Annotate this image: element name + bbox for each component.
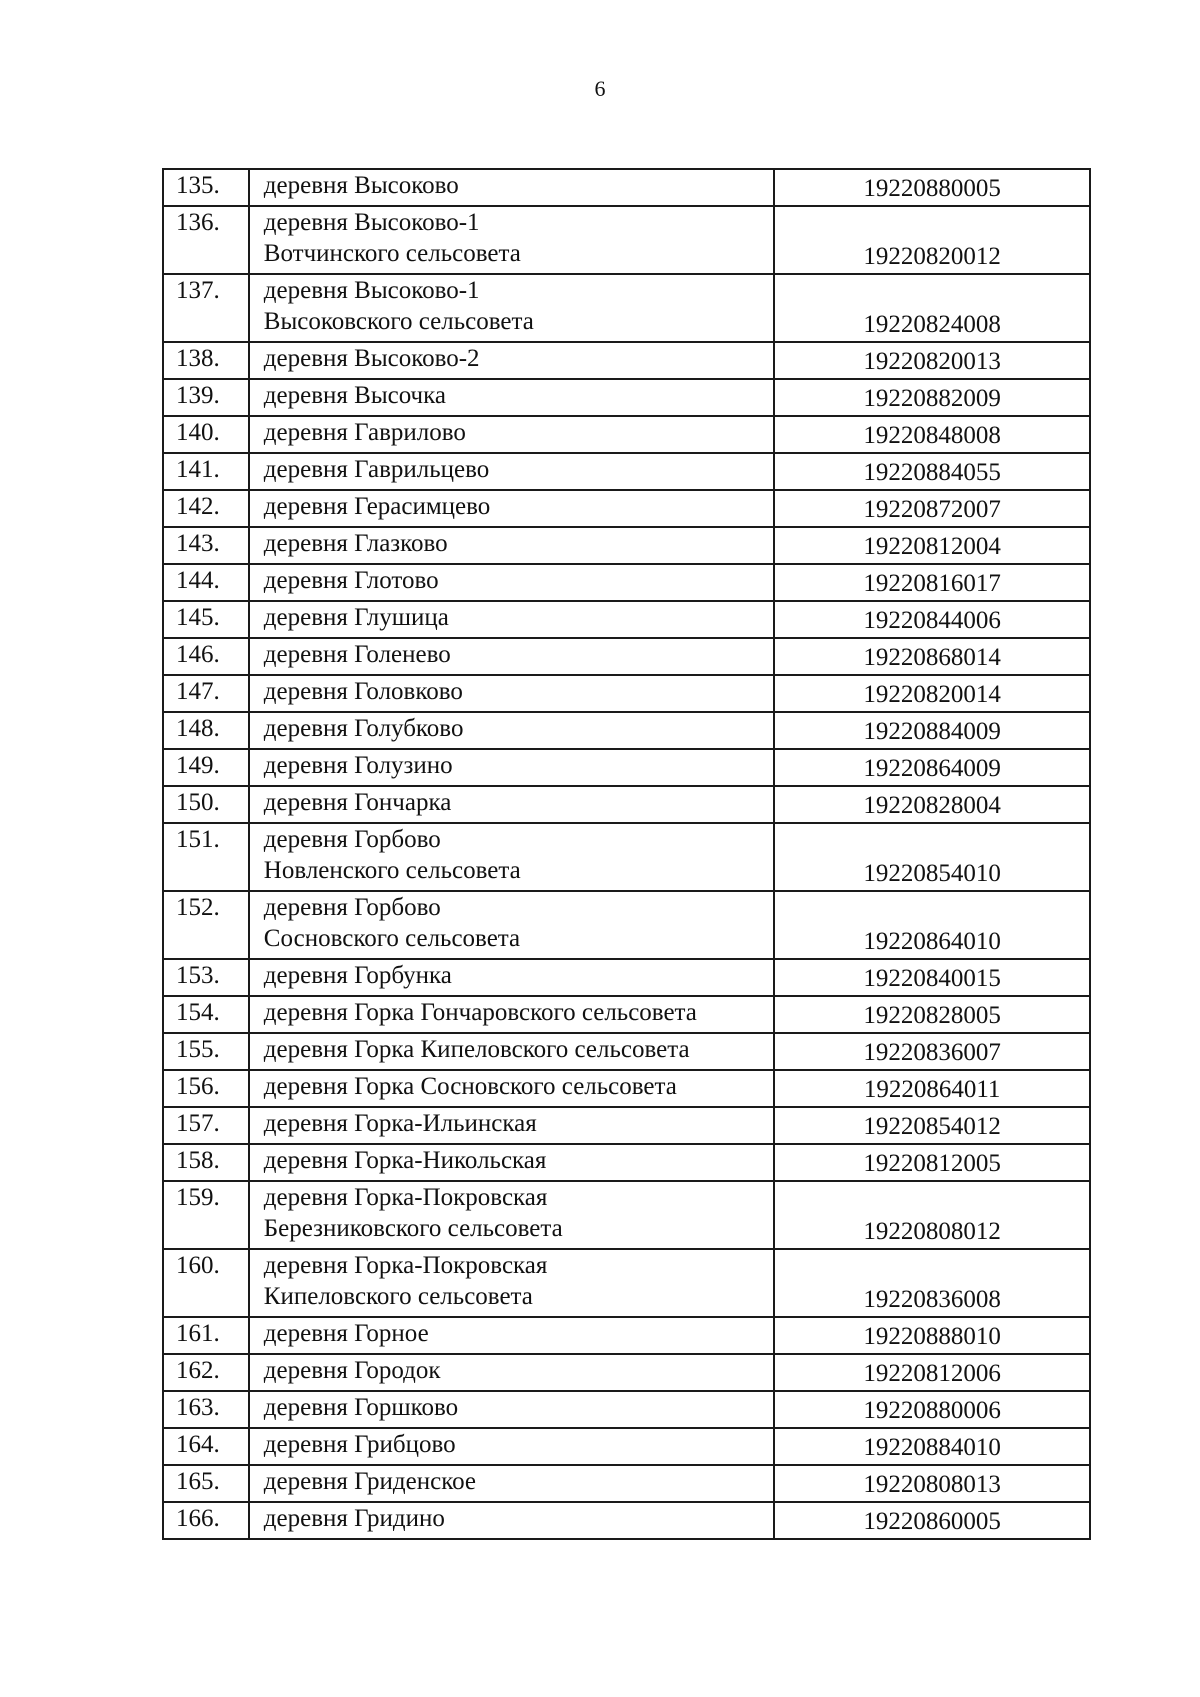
- table-row: [163, 675, 1090, 712]
- settlement-name: [249, 169, 774, 206]
- table-row: [163, 527, 1090, 564]
- settlements-table: [162, 168, 1091, 1540]
- settlement-name-line: деревня Горбово: [263, 826, 441, 853]
- oktmo-code: 19220812006: [774, 1354, 1090, 1391]
- table-body: [163, 169, 1090, 1539]
- table-row: [163, 959, 1090, 996]
- row-number: 141.: [163, 453, 249, 490]
- settlement-name: [249, 823, 774, 891]
- settlement-name-line: деревня Горка-Никольская: [263, 1147, 547, 1174]
- oktmo-code: 19220836007: [774, 1033, 1090, 1070]
- settlement-name-line: деревня Головково: [263, 678, 463, 705]
- oktmo-code: 19220854010: [774, 823, 1090, 891]
- table-row: [163, 169, 1090, 206]
- settlement-name-line: деревня Горшково: [263, 1394, 459, 1421]
- table-row: [163, 1502, 1090, 1539]
- table-row: [163, 786, 1090, 823]
- row-number: 163.: [163, 1391, 249, 1428]
- settlement-name-line: деревня Горбунка: [263, 962, 452, 989]
- settlement-name-line: деревня Горка-Покровская: [263, 1252, 548, 1279]
- row-number: 159.: [163, 1181, 249, 1249]
- settlement-name-line: Кипеловского сельсовета: [263, 1283, 533, 1310]
- row-number: 156.: [163, 1070, 249, 1107]
- row-number: 155.: [163, 1033, 249, 1070]
- settlement-name: [249, 1033, 774, 1070]
- settlement-name: [249, 1107, 774, 1144]
- row-number: 162.: [163, 1354, 249, 1391]
- settlement-name-line: деревня Горбово: [263, 894, 441, 921]
- table-row: [163, 490, 1090, 527]
- oktmo-code: 19220824008: [774, 274, 1090, 342]
- settlement-name-line: деревня Гриденское: [263, 1468, 476, 1495]
- row-number: 139.: [163, 379, 249, 416]
- settlement-name-line: деревня Герасимцево: [263, 493, 491, 520]
- settlement-name: [249, 891, 774, 959]
- row-number: 166.: [163, 1502, 249, 1539]
- table-row: [163, 379, 1090, 416]
- oktmo-code: 19220880005: [774, 169, 1090, 206]
- oktmo-code: 19220880006: [774, 1391, 1090, 1428]
- row-number: 147.: [163, 675, 249, 712]
- table-row: [163, 1181, 1090, 1249]
- oktmo-code: 19220864009: [774, 749, 1090, 786]
- settlement-name-line: деревня Глазково: [263, 530, 448, 557]
- table-row: [163, 1070, 1090, 1107]
- oktmo-code: 19220860005: [774, 1502, 1090, 1539]
- oktmo-code: 19220820013: [774, 342, 1090, 379]
- oktmo-code: 19220828004: [774, 786, 1090, 823]
- row-number: 161.: [163, 1317, 249, 1354]
- table-row: [163, 996, 1090, 1033]
- row-number: 148.: [163, 712, 249, 749]
- settlement-name: [249, 1181, 774, 1249]
- settlement-name-line: деревня Горка-Покровская: [263, 1184, 548, 1211]
- oktmo-code: 19220836008: [774, 1249, 1090, 1317]
- settlement-name: [249, 959, 774, 996]
- settlement-name-line: деревня Горка Кипеловского сельсовета: [263, 1036, 690, 1063]
- table-row: [163, 206, 1090, 274]
- row-number: 145.: [163, 601, 249, 638]
- settlement-name: [249, 274, 774, 342]
- table-row: [163, 274, 1090, 342]
- settlement-name: [249, 1070, 774, 1107]
- table-row: [163, 891, 1090, 959]
- oktmo-code: 19220820012: [774, 206, 1090, 274]
- settlement-name-line: деревня Высоково-1: [263, 277, 480, 304]
- settlement-name-line: деревня Голубково: [263, 715, 464, 742]
- settlement-name-line: деревня Высоково-2: [263, 345, 480, 372]
- row-number: 138.: [163, 342, 249, 379]
- settlement-name: [249, 416, 774, 453]
- oktmo-code: 19220884009: [774, 712, 1090, 749]
- settlement-name: [249, 1428, 774, 1465]
- oktmo-code: 19220868014: [774, 638, 1090, 675]
- settlement-name: [249, 1249, 774, 1317]
- row-number: 136.: [163, 206, 249, 274]
- settlement-name-line: деревня Глушица: [263, 604, 449, 631]
- row-number: 154.: [163, 996, 249, 1033]
- table-row: [163, 416, 1090, 453]
- settlement-name: [249, 1354, 774, 1391]
- oktmo-code: 19220812004: [774, 527, 1090, 564]
- row-number: 157.: [163, 1107, 249, 1144]
- settlement-name: [249, 638, 774, 675]
- table-row: [163, 601, 1090, 638]
- settlement-name: [249, 1465, 774, 1502]
- settlement-name: [249, 379, 774, 416]
- oktmo-code: 19220812005: [774, 1144, 1090, 1181]
- oktmo-code: 19220872007: [774, 490, 1090, 527]
- settlement-name: [249, 786, 774, 823]
- table-row: [163, 638, 1090, 675]
- row-number: 146.: [163, 638, 249, 675]
- table-row: [163, 712, 1090, 749]
- oktmo-code: 19220844006: [774, 601, 1090, 638]
- settlement-name-line: деревня Голузино: [263, 752, 453, 779]
- settlement-name: [249, 206, 774, 274]
- settlement-name: [249, 1502, 774, 1539]
- settlement-name: [249, 712, 774, 749]
- table-row: [163, 1354, 1090, 1391]
- table-row: [163, 342, 1090, 379]
- settlement-name-line: деревня Горка Сосновского сельсовета: [263, 1073, 677, 1100]
- settlement-name-line: деревня Грибцово: [263, 1431, 456, 1458]
- oktmo-code: 19220816017: [774, 564, 1090, 601]
- row-number: 150.: [163, 786, 249, 823]
- row-number: 151.: [163, 823, 249, 891]
- row-number: 142.: [163, 490, 249, 527]
- table-row: [163, 1033, 1090, 1070]
- settlement-name-line: Вотчинского сельсовета: [263, 240, 521, 267]
- oktmo-code: 19220808012: [774, 1181, 1090, 1249]
- settlement-name-line: Березниковского сельсовета: [263, 1215, 563, 1242]
- table-row: [163, 1465, 1090, 1502]
- table-row: [163, 1317, 1090, 1354]
- settlement-name: [249, 675, 774, 712]
- row-number: 143.: [163, 527, 249, 564]
- settlement-name-line: деревня Высоково: [263, 172, 459, 199]
- table-row: [163, 823, 1090, 891]
- settlement-name-line: Высоковского сельсовета: [263, 308, 534, 335]
- oktmo-code: 19220864010: [774, 891, 1090, 959]
- settlement-name-line: деревня Городок: [263, 1357, 441, 1384]
- oktmo-code: 19220854012: [774, 1107, 1090, 1144]
- table-row: [163, 1391, 1090, 1428]
- oktmo-code: 19220848008: [774, 416, 1090, 453]
- oktmo-code: 19220840015: [774, 959, 1090, 996]
- settlement-name-line: деревня Гридино: [263, 1505, 445, 1532]
- oktmo-code: 19220808013: [774, 1465, 1090, 1502]
- table-row: [163, 749, 1090, 786]
- settlement-name-line: деревня Горное: [263, 1320, 429, 1347]
- oktmo-code: 19220888010: [774, 1317, 1090, 1354]
- row-number: 149.: [163, 749, 249, 786]
- oktmo-code: 19220820014: [774, 675, 1090, 712]
- oktmo-code: 19220828005: [774, 996, 1090, 1033]
- row-number: 137.: [163, 274, 249, 342]
- settlement-name-line: деревня Гаврилово: [263, 419, 466, 446]
- settlement-name-line: Сосновского сельсовета: [263, 925, 521, 952]
- settlement-name: [249, 564, 774, 601]
- row-number: 164.: [163, 1428, 249, 1465]
- table-row: [163, 1144, 1090, 1181]
- settlement-name: [249, 996, 774, 1033]
- settlement-name-line: деревня Гаврильцево: [263, 456, 490, 483]
- settlement-name-line: деревня Высоково-1: [263, 209, 480, 236]
- oktmo-code: 19220884010: [774, 1428, 1090, 1465]
- settlement-name: [249, 1144, 774, 1181]
- settlement-name: [249, 601, 774, 638]
- oktmo-code: 19220882009: [774, 379, 1090, 416]
- table-row: [163, 1249, 1090, 1317]
- row-number: 165.: [163, 1465, 249, 1502]
- settlement-name: [249, 1391, 774, 1428]
- settlement-name-line: деревня Голенево: [263, 641, 451, 668]
- table-row: [163, 1428, 1090, 1465]
- row-number: 135.: [163, 169, 249, 206]
- settlement-name: [249, 527, 774, 564]
- settlement-name: [249, 749, 774, 786]
- row-number: 153.: [163, 959, 249, 996]
- settlement-name: [249, 1317, 774, 1354]
- page-number: 6: [594, 76, 606, 101]
- settlement-name-line: Новленского сельсовета: [263, 857, 521, 884]
- oktmo-code: 19220864011: [774, 1070, 1090, 1107]
- settlement-name: [249, 342, 774, 379]
- table-row: [163, 453, 1090, 490]
- row-number: 158.: [163, 1144, 249, 1181]
- settlement-name: [249, 490, 774, 527]
- settlement-name-line: деревня Горка-Ильинская: [263, 1110, 537, 1137]
- row-number: 144.: [163, 564, 249, 601]
- row-number: 152.: [163, 891, 249, 959]
- settlement-name-line: деревня Высочка: [263, 382, 446, 409]
- settlement-name: [249, 453, 774, 490]
- row-number: 160.: [163, 1249, 249, 1317]
- table-row: [163, 1107, 1090, 1144]
- row-number: 140.: [163, 416, 249, 453]
- oktmo-code: 19220884055: [774, 453, 1090, 490]
- table-row: [163, 564, 1090, 601]
- settlement-name-line: деревня Глотово: [263, 567, 439, 594]
- settlement-name-line: деревня Горка Гончаровского сельсовета: [263, 999, 697, 1026]
- settlement-name-line: деревня Гончарка: [263, 789, 452, 816]
